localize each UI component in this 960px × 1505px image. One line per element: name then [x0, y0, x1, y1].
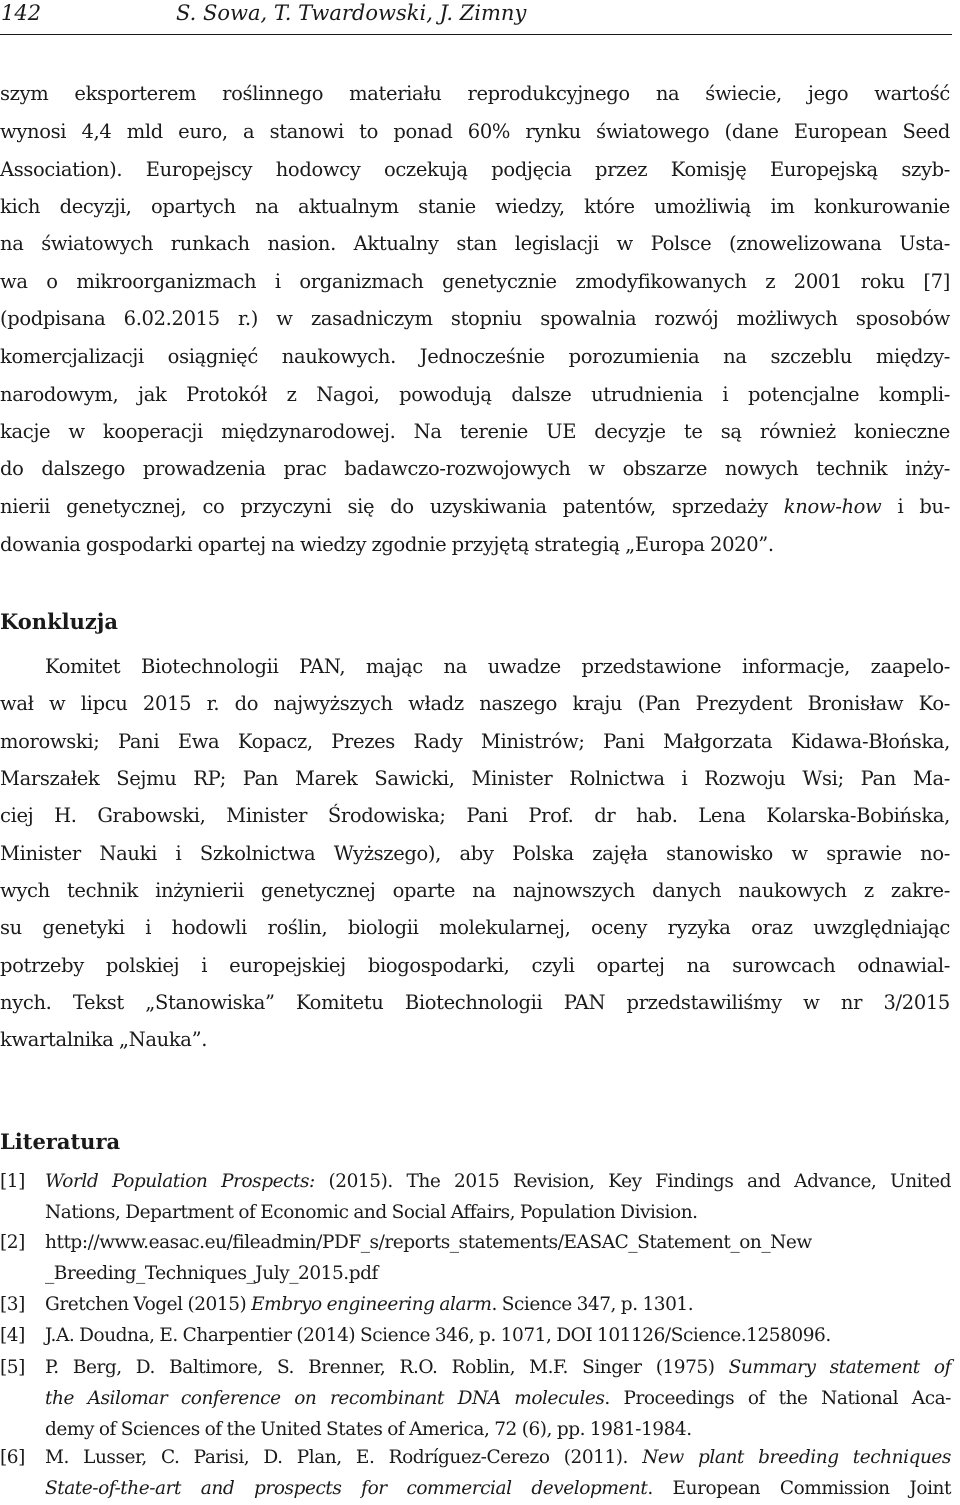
reference-text: Nations, Department of Economic and Social Affairs, Population Division. [45, 1202, 698, 1223]
reference-text: http://www.easac.eu/fileadmin/PDF_s/reports_statements/EASAC_Statement_on_New [45, 1232, 812, 1253]
body-line: komercjalizacji osiągnięć naukowych. Jednocześnie porozumienia na szczeblu między- [0, 345, 950, 368]
reference-line [45, 1384, 951, 1414]
body-line: kich decyzji, opartych na aktualnym stanie wiedzy, które umożliwią im konkurowanie [0, 195, 950, 218]
body-text: nierii genetycznej, co przyczyni się do uzyskiwania patentów, sprzedaży [0, 495, 784, 518]
body-line: wa o mikroorganizmach i organizmach genetycznie zmodyfikowanych z 2001 roku [7] [0, 270, 950, 293]
reference-text: (2015). The 2015 Revision, Key Findings and Advance, United [314, 1171, 952, 1192]
conclusion-line: kwartalnika „Nauka”. [0, 1028, 208, 1051]
reference-line [45, 1198, 951, 1228]
body-line: (podpisana 6.02.2015 r.) w zasadniczym stopniu spowalnia rozwój możliwych sposobów [0, 307, 950, 330]
reference-italic-text: the Asilomar conference on recombinant DNA molecules [45, 1388, 605, 1409]
reference-text: . European Commission Joint [647, 1478, 952, 1499]
reference-number: [4] [0, 1325, 25, 1346]
body-line: dowania gospodarki opartej na wiedzy zgodnie przyjętą strategią „Europa 2020”. [0, 533, 774, 556]
italic-term: know-how [783, 495, 882, 518]
reference-line [45, 1259, 951, 1289]
reference-text: demy of Sciences of the United States of America, 72 (6), pp. 1981-1984. [45, 1419, 692, 1440]
reference-line [45, 1321, 951, 1351]
reference-line [45, 1474, 951, 1504]
reference-item [0, 1290, 955, 1321]
reference-text: J.A. Doudna, E. Charpentier (2014) Science 346, p. 1071, DOI 101126/Science.1258096. [45, 1325, 831, 1346]
conclusion-line: Minister Nauki i Szkolnictwa Wyższego), aby Polska zajęła stanowisko w sprawie no- [0, 842, 950, 865]
section-heading-references: Literatura [0, 1129, 121, 1154]
conclusion-line: potrzeby polskiej i europejskiej biogospodarki, czyli opartej na surowcach odnawial- [0, 954, 950, 977]
body-line: szym eksporterem roślinnego materiału reprodukcyjnego na świecie, jego wartość [0, 82, 950, 105]
reference-line [45, 1415, 951, 1445]
reference-text: _Breeding_Techniques_July_2015.pdf [45, 1263, 378, 1284]
reference-italic-text: World Population Prospects: [45, 1171, 315, 1192]
body-line: narodowym, jak Protokół z Nagoi, powodują dalsze utrudnienia i potencjalne kompli- [0, 383, 950, 406]
reference-number: [5] [0, 1357, 25, 1378]
reference-line [45, 1228, 951, 1258]
body-line: kacje w kooperacji międzynarodowej. Na terenie UE decyzje te są również konieczne [0, 420, 950, 443]
reference-text: M. Lusser, C. Parisi, D. Plan, E. Rodríguez-Cerezo (2011). [45, 1447, 643, 1468]
reference-text: P. Berg, D. Baltimore, S. Brenner, R.O. Roblin, M.F. Singer (1975) [45, 1357, 729, 1378]
reference-text: . Science 347, p. 1301. [491, 1294, 694, 1315]
conclusion-line: Marszałek Sejmu RP; Pan Marek Sawicki, Minister Rolnictwa i Rozwoju Wsi; Pan Ma- [0, 767, 950, 790]
conclusion-line: wych technik inżynierii genetycznej oparte na najnowszych danych naukowych z zakre- [0, 879, 950, 902]
body-line: do dalszego prowadzenia prac badawczo-rozwojowych w obszarze nowych technik inży- [0, 457, 950, 480]
conclusion-line: wał w lipcu 2015 r. do najwyższych władz naszego kraju (Pan Prezydent Bronisław Ko- [0, 692, 950, 715]
reference-number: [6] [0, 1447, 25, 1468]
page-number: 142 [1, 1, 42, 25]
reference-italic-text: Embryo engineering alarm [251, 1294, 492, 1315]
reference-line [45, 1353, 951, 1383]
body-line: wynosi 4,4 mld euro, a stanowi to ponad 60% rynku światowego (dane European Seed [0, 120, 950, 143]
conclusion-line: ciej H. Grabowski, Minister Środowiska; Pani Prof. dr hab. Lena Kolarska-Bobińska, [0, 804, 950, 827]
conclusion-line: nych. Tekst „Stanowiska” Komitetu Biotechnologii PAN przedstawiliśmy w nr 3/2015 [0, 991, 950, 1014]
body-line-with-italic [0, 492, 950, 522]
conclusion-line: Komitet Biotechnologii PAN, mając na uwadze przedstawione informacje, zaapelo- [45, 655, 950, 678]
reference-text: Gretchen Vogel (2015) [45, 1294, 252, 1315]
running-header [0, 0, 952, 35]
reference-italic-text: Summary statement of [728, 1357, 951, 1378]
body-line: Association). Europejscy hodowcy oczekują podjęcia przez Komisję Europejską szyb- [0, 158, 950, 181]
reference-italic-text: State-of-the-art and prospects for commercial development [45, 1478, 648, 1499]
running-header-authors: S. Sowa, T. Twardowski, J. Zimny [176, 1, 527, 25]
reference-number: [3] [0, 1294, 25, 1315]
body-text: i bu- [881, 495, 950, 518]
conclusion-line: morowski; Pani Ewa Kopacz, Prezes Rady Ministrów; Pani Małgorzata Kidawa-Błońska, [0, 730, 950, 753]
reference-line [45, 1443, 951, 1473]
reference-item [0, 1443, 955, 1505]
reference-number: [1] [0, 1171, 25, 1192]
reference-italic-text: New plant breeding techniques [642, 1447, 951, 1468]
section-heading-conclusion: Konkluzja [0, 609, 118, 634]
reference-text: . Proceedings of the National Aca- [604, 1388, 951, 1409]
reference-item [0, 1321, 955, 1352]
reference-line [45, 1290, 951, 1320]
conclusion-line: su genetyki i hodowli roślin, biologii molekularnej, oceny ryzyka oraz uwzględniając [0, 916, 950, 939]
reference-number: [2] [0, 1232, 25, 1253]
body-line: na światowych runkach nasion. Aktualny stan legislacji w Polsce (znowelizowana Usta- [0, 232, 950, 255]
reference-item [0, 1228, 955, 1290]
reference-line [45, 1167, 951, 1197]
reference-item [0, 1167, 955, 1229]
reference-item [0, 1353, 955, 1446]
